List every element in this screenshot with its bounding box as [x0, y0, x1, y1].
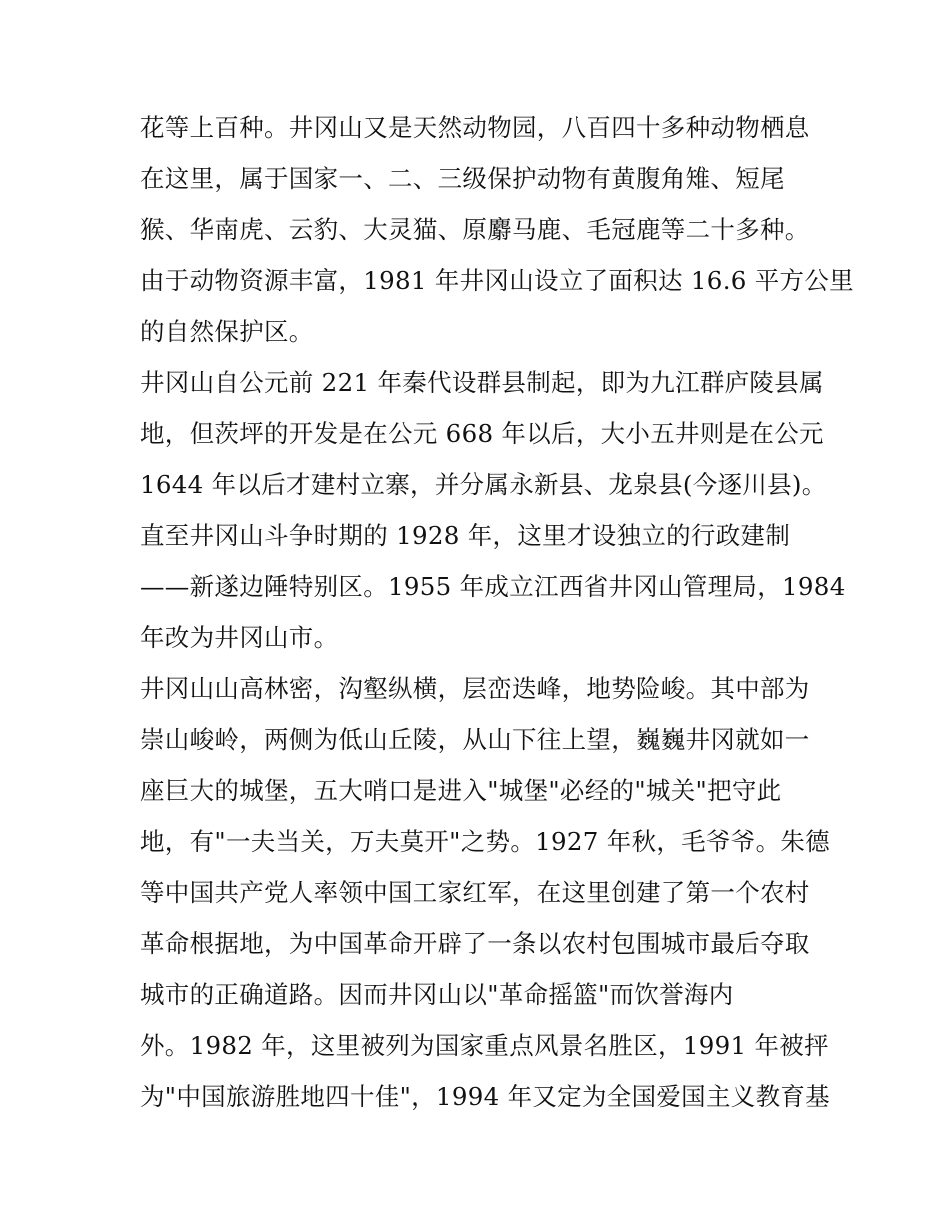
- text-line: 崇山峻岭，两侧为低山丘陵，从山下往上望，巍巍井冈就如一: [140, 725, 810, 754]
- text-line: 外。1982 年，这里被列为国家重点风景名胜区，1991 年被抨: [140, 1031, 829, 1060]
- text-line: ——新遂边陲特别区。1955 年成立江西省井冈山管理局，1984: [140, 572, 846, 601]
- text-line: 井冈山自公元前 221 年秦代设群县制起，即为九江群庐陵县属: [140, 368, 824, 397]
- text-line: 花等上百种。井冈山又是天然动物园，八百四十多种动物栖息: [140, 113, 810, 142]
- text-line: 在这里，属于国家一、二、三级保护动物有黄腹角雉、短尾: [140, 164, 785, 193]
- text-line: 城市的正确道路。因而井冈山以"革命摇篮"而饮誉海内: [140, 980, 734, 1009]
- text-line: 猴、华南虎、云豹、大灵猫、原麝马鹿、毛冠鹿等二十多种。: [140, 215, 810, 244]
- text-line: 由于动物资源丰富，1981 年井冈山设立了面积达 16.6 平方公里: [140, 266, 854, 295]
- text-line: 革命根据地，为中国革命开辟了一条以农村包围城市最后夺取: [140, 929, 810, 958]
- text-line: 地，但茨坪的开发是在公元 668 年以后，大小五井则是在公元: [140, 419, 824, 448]
- text-line: 为"中国旅游胜地四十佳"，1994 年又定为全国爱国主义教育基: [140, 1082, 830, 1111]
- text-line: 等中国共产党人率领中国工家红军，在这里创建了第一个农村: [140, 878, 810, 907]
- text-line: 直至井冈山斗争时期的 1928 年，这里才设独立的行政建制: [140, 521, 791, 550]
- text-line: 座巨大的城堡，五大哨口是进入"城堡"必经的"城关"把守此: [140, 776, 782, 805]
- text-line: 年改为井冈山市。: [140, 623, 339, 652]
- text-line: 井冈山山高林密，沟壑纵横，层峦迭峰，地势险峻。其中部为: [140, 674, 810, 703]
- text-line: 地，有"一夫当关，万夫莫开"之势。1927 年秋，毛爷爷。朱德: [140, 827, 830, 856]
- text-line: 的自然保护区。: [140, 317, 314, 346]
- text-line: 1644 年以后才建村立寨，并分属永新县、龙泉县(今逐川县)。: [140, 470, 827, 499]
